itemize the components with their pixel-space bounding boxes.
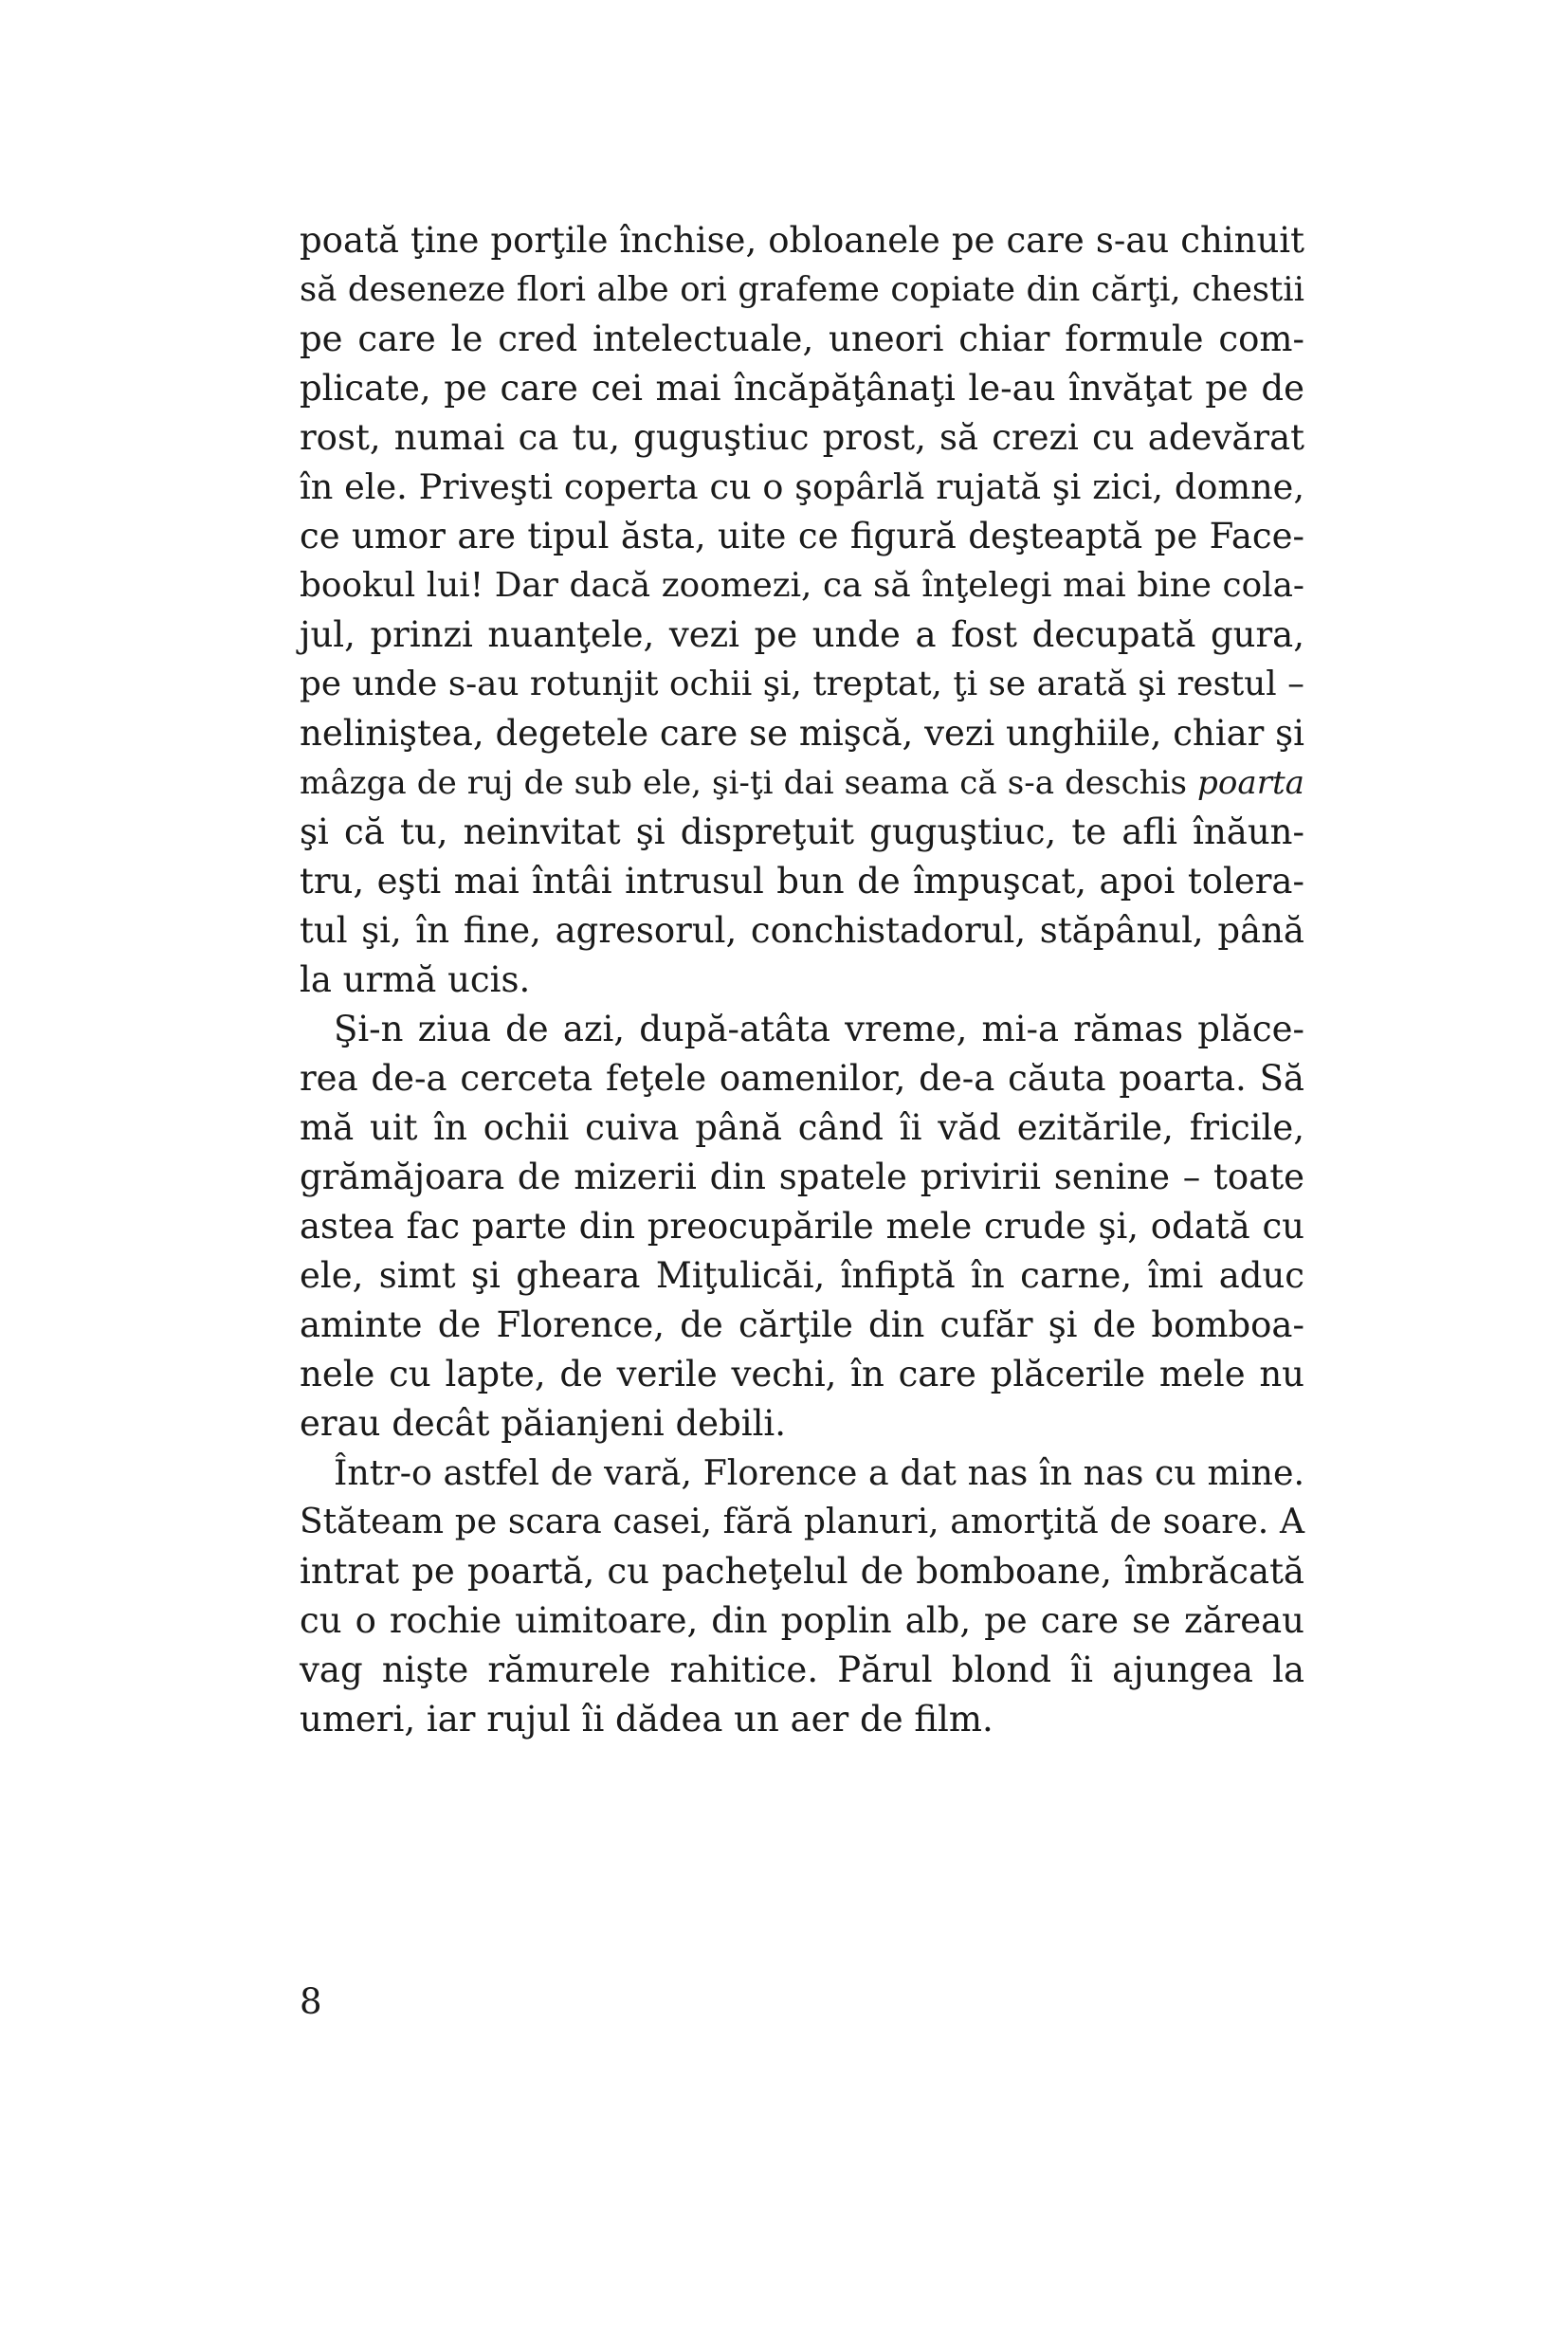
page-number: 8 bbox=[300, 1981, 322, 2022]
text-line: să deseneze flori albe ori grafeme copiate din cărţi, chestii bbox=[300, 270, 1304, 309]
text-line: şi că tu, neinvitat şi dispreţuit guguştiuc, te afli înăun- bbox=[300, 811, 1304, 852]
text-line: vag nişte rămurele rahitice. Părul blond îi ajungea la bbox=[300, 1649, 1304, 1690]
text-line: poată ţine porţile închise, obloanele pe care s-au chinuit bbox=[300, 220, 1304, 261]
text-line: pe care le cred intelectuale, uneori chiar formule com- bbox=[300, 319, 1304, 359]
text-line: Şi-n ziua de azi, după-atâta vreme, mi-a rămas plăce- bbox=[334, 1009, 1304, 1049]
paragraph-3 bbox=[300, 1449, 1304, 1744]
text-line: Într-o astfel de vară, Florence a dat nas în nas cu mine. bbox=[334, 1452, 1304, 1493]
text-line: ce umor are tipul ăsta, uite ce figură deşteaptă pe Face- bbox=[300, 516, 1304, 556]
body-text bbox=[300, 216, 1304, 1744]
text-line: mă uit în ochii cuiva până când îi văd ezitările, fricile, bbox=[300, 1107, 1304, 1148]
text-line: cu o rochie uimitoare, din poplin alb, pe care se zăreau bbox=[300, 1600, 1304, 1641]
text-line: rea de-a cerceta feţele oamenilor, de-a căuta poarta. Să bbox=[300, 1058, 1304, 1099]
text-line: la urmă ucis. bbox=[300, 959, 531, 1000]
text-line: Stăteam pe scara casei, fără planuri, amorţită de soare. A bbox=[300, 1503, 1304, 1541]
italic-word: poarta bbox=[1197, 764, 1304, 802]
paragraph-1 bbox=[300, 216, 1304, 1005]
text-line: bookul lui! Dar dacă zoomezi, ca să înţelegi mai bine cola- bbox=[300, 566, 1304, 605]
text-line: tru, eşti mai întâi intrusul bun de împuşcat, apoi tolera- bbox=[300, 861, 1304, 902]
text-line: aminte de Florence, de cărţile din cufăr şi de bomboa- bbox=[300, 1304, 1304, 1345]
text-line: neliniştea, degetele care se mişcă, vezi unghiile, chiar şi bbox=[300, 713, 1304, 754]
text-line: jul, prinzi nuanţele, vezi pe unde a fost decupată gura, bbox=[300, 614, 1304, 655]
paragraph-2 bbox=[300, 1005, 1304, 1449]
text-line: în ele. Priveşti coperta cu o şopârlă rujată şi zici, domne, bbox=[300, 466, 1304, 507]
text-line: astea fac parte din preocupările mele crude şi, odată cu bbox=[300, 1206, 1304, 1247]
text-line: rost, numai ca tu, guguştiuc prost, să crezi cu adevărat bbox=[300, 417, 1304, 458]
text-line: intrat pe poartă, cu pacheţelul de bomboane, îmbrăcată bbox=[300, 1551, 1304, 1592]
text-line: grămăjoara de mizerii din spatele privirii senine – toate bbox=[300, 1157, 1304, 1197]
text-line-with-italic bbox=[300, 758, 1304, 808]
text-line: ele, simt şi gheara Miţulicăi, înfiptă în carne, îmi aduc bbox=[300, 1255, 1304, 1296]
text-line: erau decât păianjeni debili. bbox=[300, 1403, 787, 1444]
text-line: pe unde s-au rotunjit ochii şi, treptat, ţi se arată şi restul – bbox=[300, 665, 1304, 703]
text-line: tul şi, în fine, agresorul, conchistadorul, stăpânul, până bbox=[300, 910, 1304, 951]
text-line: nele cu lapte, de verile vechi, în care plăcerile mele nu bbox=[300, 1354, 1304, 1394]
text-line: umeri, iar rujul îi dădea un aer de film. bbox=[300, 1699, 994, 1740]
text-line: plicate, pe care cei mai încăpăţânaţi le-au învăţat pe de bbox=[300, 368, 1304, 409]
text-segment: mâzga de ruj de sub ele, şi-ţi dai seama că s-a deschis bbox=[300, 764, 1198, 802]
